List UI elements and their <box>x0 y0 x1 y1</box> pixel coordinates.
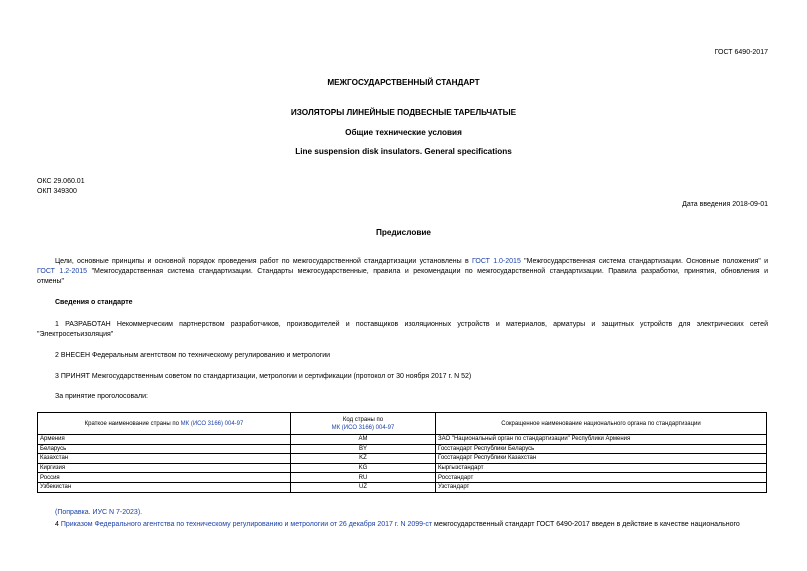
document-code: ГОСТ 6490-2017 <box>714 49 768 56</box>
code-cell: BY <box>291 444 436 454</box>
body-cell: ЗАО "Национальный орган по стандартизации" Республики Армения <box>436 435 767 445</box>
foreword-text-1a: Цели, основные принципы и основной порядок проведения работ по межгосударственной стандартизации установлены в <box>55 258 472 265</box>
country-cell: Беларусь <box>38 444 291 454</box>
foreword-text-1b: "Межгосударственная система стандартизации. Основные положения" и <box>520 258 768 265</box>
table-row <box>38 444 767 454</box>
body-cell: Госстандарт Республики Казахстан <box>436 454 767 464</box>
amendment-note-link[interactable]: (Поправка. ИУС N 7-2023). <box>55 509 143 516</box>
subtitle-russian: Общие технические условия <box>345 128 462 137</box>
mk-iso-3166-link-2[interactable]: МК (ИСО 3166) 004-97 <box>331 424 395 431</box>
col-code-header <box>291 413 436 435</box>
body-cell: Росстандарт <box>436 473 767 483</box>
oks-classifier: ОКС 29.060.01 <box>37 178 85 185</box>
developer-line-2: "Электросетьизоляция" <box>37 331 114 338</box>
col-country-header <box>38 413 291 435</box>
title-english: Line suspension disk insulators. General specifications <box>295 147 512 156</box>
foreword-paragraph-1 <box>37 257 768 287</box>
standard-type-heading: МЕЖГОСУДАРСТВЕННЫЙ СТАНДАРТ <box>327 78 480 87</box>
mk-iso-3166-link-1[interactable]: МК (ИСО 3166) 004-97 <box>180 420 244 427</box>
enactment-text: межгосударственный стандарт ГОСТ 6490-2017 введен в действие в качестве национального <box>432 521 740 528</box>
table-row <box>38 482 767 492</box>
col-body-header: Сокращенное наименование национального органа по стандартизации <box>436 413 767 435</box>
adopted-item: 3 ПРИНЯТ Межгосударственным советом по стандартизации, метрологии и сертификации (протокол от 30 ноября 2017 г. N 52) <box>55 373 472 380</box>
gost-1-2-2015-link[interactable]: ГОСТ 1.2-2015 <box>37 268 88 275</box>
developer-line-1: 1 РАЗРАБОТАН Некоммерческим партнерством разработчиков, производителей и поставщиков изоляционных устройств и материалов, арматуры и защитных устройств для электрических сетей <box>55 321 768 328</box>
body-cell: Кыргызстандарт <box>436 463 767 473</box>
foreword-text-1d: отмены" <box>37 278 65 285</box>
body-cell: Узстандарт <box>436 482 767 492</box>
developer-item <box>37 320 768 340</box>
country-cell: Россия <box>38 473 291 483</box>
okp-classifier: ОКП 349300 <box>37 188 77 195</box>
enactment-item <box>55 520 768 529</box>
foreword-text-1c: "Межгосударственная система стандартизации. Стандарты межгосударственные, правила и рекомендации по межгосударственной стандартизации. Правила разработки, принятия, обновления и <box>87 268 768 275</box>
submitted-item: 2 ВНЕСЕН Федеральным агентством по техническому регулированию и метрологии <box>55 352 331 359</box>
code-cell: KZ <box>291 454 436 464</box>
table-row <box>38 473 767 483</box>
country-cell: Узбекистан <box>38 482 291 492</box>
col-code-header-text: Код страны по <box>342 416 384 423</box>
col-country-header-text: Краткое наименование страны по <box>84 420 181 427</box>
gost-1-0-2015-link[interactable]: ГОСТ 1.0-2015 <box>471 258 521 265</box>
code-cell: KG <box>291 463 436 473</box>
code-cell: AM <box>291 435 436 445</box>
title-russian: ИЗОЛЯТОРЫ ЛИНЕЙНЫЕ ПОДВЕСНЫЕ ТАРЕЛЬЧАТЫЕ <box>290 108 517 117</box>
country-cell: Киргизия <box>38 463 291 473</box>
body-cell: Госстандарт Республики Беларусь <box>436 444 767 454</box>
country-cell: Армения <box>38 435 291 445</box>
table-header-row <box>38 413 767 435</box>
country-cell: Казахстан <box>38 454 291 464</box>
introduction-date: Дата введения 2018-09-01 <box>682 201 768 208</box>
standard-info-heading: Сведения о стандарте <box>55 299 133 306</box>
enactment-prefix: 4 <box>55 521 61 528</box>
rosstandart-order-link[interactable]: Приказом Федерального агентства по техническому регулированию и метрологии от 26 декабря 2017 г. N 2099-ст <box>60 521 433 528</box>
table-row <box>38 463 767 473</box>
code-cell: RU <box>291 473 436 483</box>
code-cell: UZ <box>291 482 436 492</box>
voting-countries-table <box>37 412 767 493</box>
foreword-heading: Предисловие <box>376 228 431 237</box>
table-row <box>38 435 767 445</box>
table-row <box>38 454 767 464</box>
voted-label: За принятие проголосовали: <box>55 393 148 400</box>
